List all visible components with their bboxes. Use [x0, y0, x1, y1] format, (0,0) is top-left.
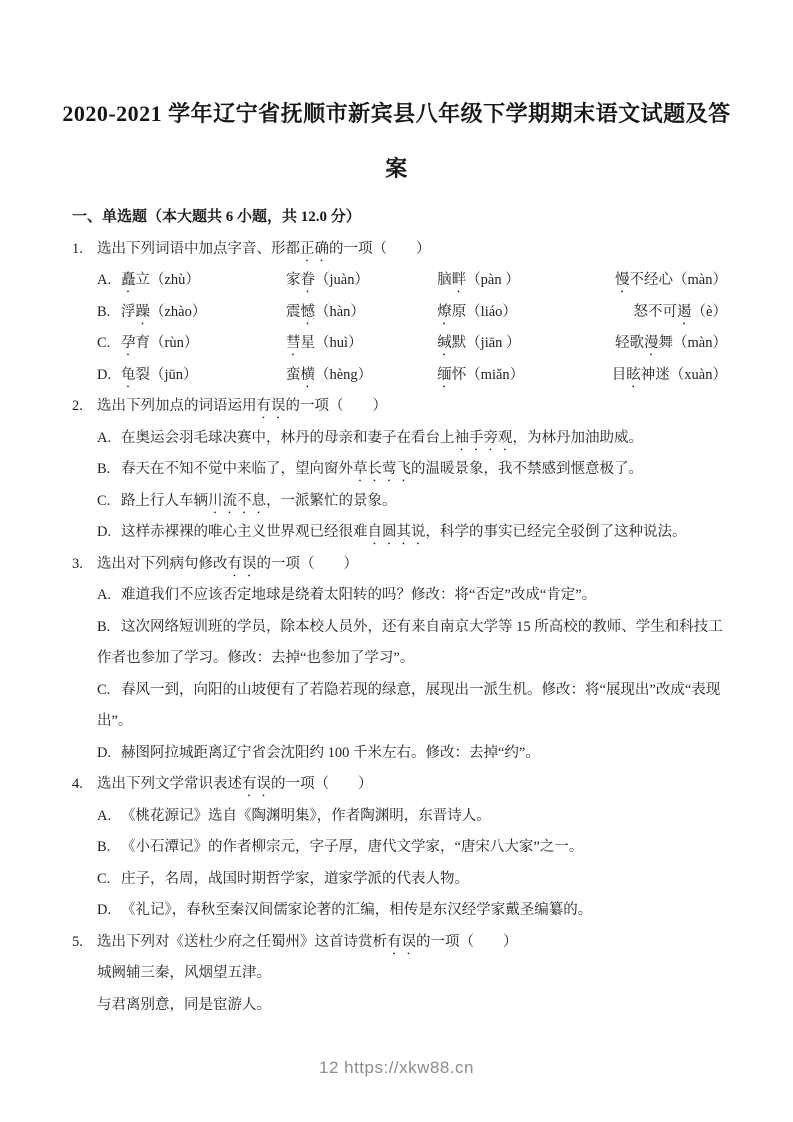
emphasis-dotted-text: 遏 [677, 303, 692, 320]
word-item: 孕育（rùn） [121, 335, 199, 351]
option-row [97, 297, 727, 329]
emphasis-dotted-text: 袖手旁观 [454, 429, 513, 446]
poem-line: 与君离别意，同是宦游人。 [97, 996, 271, 1013]
emphasis-dotted-text: 孕 [121, 335, 136, 351]
option-label: A. [97, 807, 112, 824]
option-row [97, 265, 727, 297]
word-item: 蛮横（hèng） [286, 366, 373, 383]
question-3 [72, 549, 727, 770]
emphasis-dotted-text: 正确 [300, 240, 329, 257]
option-text: 春天在不知不觉中来临了，望向窗外草长莺飞的温暖景象，我不禁感到惬意极了。 [121, 461, 643, 477]
emphasis-dotted-text: 憾 [300, 303, 315, 320]
option-a [97, 580, 727, 612]
option-c [97, 864, 727, 896]
word-item: 轻歌漫舞（màn） [615, 335, 727, 351]
emphasis-dotted-text: 横 [300, 366, 315, 383]
option-label: C. [97, 681, 111, 698]
option-label: B. [97, 461, 111, 477]
option-text: 这次网络短训班的学员，除本校人员外，还有来自南京大学等 15 所高校的教师、学生和科技工作者也参加了学习。修改：去掉“也参加了学习”。 [97, 618, 723, 666]
option-label: B. [97, 303, 111, 320]
emphasis-dotted-text: 畔 [451, 272, 467, 288]
question-number: 5. [72, 933, 83, 950]
option-label: B. [97, 839, 111, 855]
word-item: 脑畔（pàn ） [437, 272, 520, 288]
emphasis-dotted-text: 自圆其说 [367, 524, 426, 540]
option-a [97, 423, 727, 455]
emphasis-dotted-text: 有误 [387, 933, 416, 950]
option-text: 赫图阿拉城距离辽宁省会沈阳约 100 千米左右。修改：去掉“约”。 [121, 744, 540, 761]
option-label: C. [97, 335, 111, 351]
question-stem-text: 选出对下列病句修改有误的一项（ ） [97, 555, 358, 572]
emphasis-dotted-text: 川流不息 [208, 492, 266, 509]
word-item: 燎原（liáo） [437, 303, 517, 320]
option-b [97, 832, 727, 864]
question-5 [72, 927, 727, 1022]
option-b [97, 454, 727, 486]
option-d [97, 895, 727, 927]
question-number: 1. [72, 240, 83, 257]
emphasis-dotted-text: 眷 [300, 272, 315, 288]
emphasis-dotted-text: 缅 [437, 366, 452, 383]
emphasis-dotted-text: 彗 [286, 335, 301, 351]
question-stem-text: 选出下列词语中加点字音、形都正确的一项（ ） [97, 240, 431, 257]
emphasis-dotted-text: 草长莺飞 [353, 461, 411, 477]
emphasis-dotted-text: 有误 [227, 555, 257, 572]
question-stem-text: 选出下列加点的词语运用有误的一项（ ） [97, 398, 387, 414]
question-stem-text: 选出下列文学常识表述有误的一项（ ） [97, 776, 373, 792]
word-item: 慢不经心（màn） [615, 272, 727, 288]
option-d [97, 360, 286, 392]
option-text: 《小石潭记》的作者柳宗元，字子厚，唐代文学家，“唐宋八大家”之一。 [121, 839, 584, 855]
emphasis-dotted-text: 龟 [121, 366, 136, 383]
option-label: B. [97, 618, 111, 635]
word-item: 目眩神迷（xuàn） [611, 366, 727, 383]
option-label: D. [97, 902, 112, 918]
option-text: 《桃花源记》选自《陶渊明集》，作者陶渊明，东晋诗人。 [121, 807, 491, 824]
question-stem [72, 769, 727, 801]
option-b [97, 612, 727, 675]
option-label: C. [97, 492, 111, 509]
question-stem-text: 选出下列对《送杜少府之任蜀州》这首诗赏析有误的一项（ ） [97, 933, 518, 950]
emphasis-dotted-text: 矗 [121, 272, 136, 288]
option-text: 难道我们不应该否定地球是绕着太阳转的吗？修改：将“否定”改成“肯定”。 [121, 587, 597, 603]
option-label: A. [97, 272, 112, 288]
question-stem [72, 391, 727, 423]
option-label: D. [97, 366, 112, 383]
option-label: A. [97, 587, 112, 603]
question-2 [72, 391, 727, 549]
emphasis-dotted-text: 有误 [256, 398, 286, 414]
option-label: D. [97, 744, 112, 761]
emphasis-dotted-text: 燎 [437, 303, 452, 320]
question-1 [72, 234, 727, 392]
question-4 [72, 769, 727, 927]
word-item: 龟裂（jūn） [121, 366, 198, 383]
option-label: A. [97, 429, 112, 446]
word-item: 浮躁（zhào） [121, 303, 207, 320]
option-text: 这样赤裸裸的唯心主义世界观已经很难自圆其说，科学的事实已经完全驳倒了这种说法。 [121, 524, 687, 540]
question-number: 3. [72, 555, 83, 572]
emphasis-dotted-text: 有误 [242, 776, 271, 792]
emphasis-dotted-text: 慢 [615, 272, 630, 288]
emphasis-dotted-text: 眩 [626, 366, 641, 383]
option-text: 《礼记》，春秋至秦汉间儒家论著的汇编，相传是东汉经学家戴圣编纂的。 [121, 902, 593, 918]
option-a [97, 801, 727, 833]
option-text: 在奥运会羽毛球决赛中，林丹的母亲和妻子在看台上袖手旁观，为林丹加油助威。 [121, 429, 643, 446]
emphasis-dotted-text: 躁 [135, 303, 150, 320]
document-body [72, 202, 727, 1021]
word-item: 缄默（jiān ） [437, 335, 521, 351]
option-label: C. [97, 870, 111, 887]
option-d [97, 517, 727, 549]
option-text: 路上行人车辆川流不息，一派繁忙的景象。 [121, 492, 397, 509]
word-item: 震憾（hàn） [286, 303, 365, 320]
emphasis-dotted-text: 缄 [437, 335, 452, 351]
question-stem [72, 927, 727, 959]
section-heading: 一、单选题（本大题共 6 小题，共 12.0 分） [72, 209, 361, 225]
option-c [97, 486, 727, 518]
option-d [97, 738, 727, 770]
emphasis-dotted-text: 漫 [644, 335, 659, 351]
option-text: 春风一到，向阳的山坡便有了若隐若现的绿意，展现出一派生机。修改：将“展现出”改成“表现出”。 [97, 681, 721, 729]
option-c [97, 675, 727, 738]
option-b [97, 297, 286, 329]
page-footer-watermark: 12 https://xkw88.cn [318, 1058, 475, 1077]
word-item: 矗立（zhù） [121, 272, 200, 288]
option-row [97, 328, 727, 360]
word-item: 缅怀（miǎn） [437, 366, 525, 383]
question-number: 4. [72, 776, 83, 792]
word-item: 彗星（huì） [286, 335, 363, 351]
poem-line: 城阙辅三秦，风烟望五津。 [97, 965, 271, 981]
word-item: 怒不可遏（è） [633, 303, 727, 320]
word-item: 家眷（juàn） [286, 272, 369, 288]
question-stem [72, 549, 727, 581]
option-label: D. [97, 524, 112, 540]
question-stem [72, 234, 727, 266]
option-c [97, 328, 286, 360]
option-row [97, 360, 727, 392]
page-title: 2020-2021 学年辽宁省抚顺市新宾县八年级下学期期末语文试题及答案 [62, 101, 731, 181]
option-text: 庄子，名周，战国时期哲学家，道家学派的代表人物。 [121, 870, 469, 887]
question-number: 2. [72, 398, 83, 414]
option-a [97, 265, 286, 297]
